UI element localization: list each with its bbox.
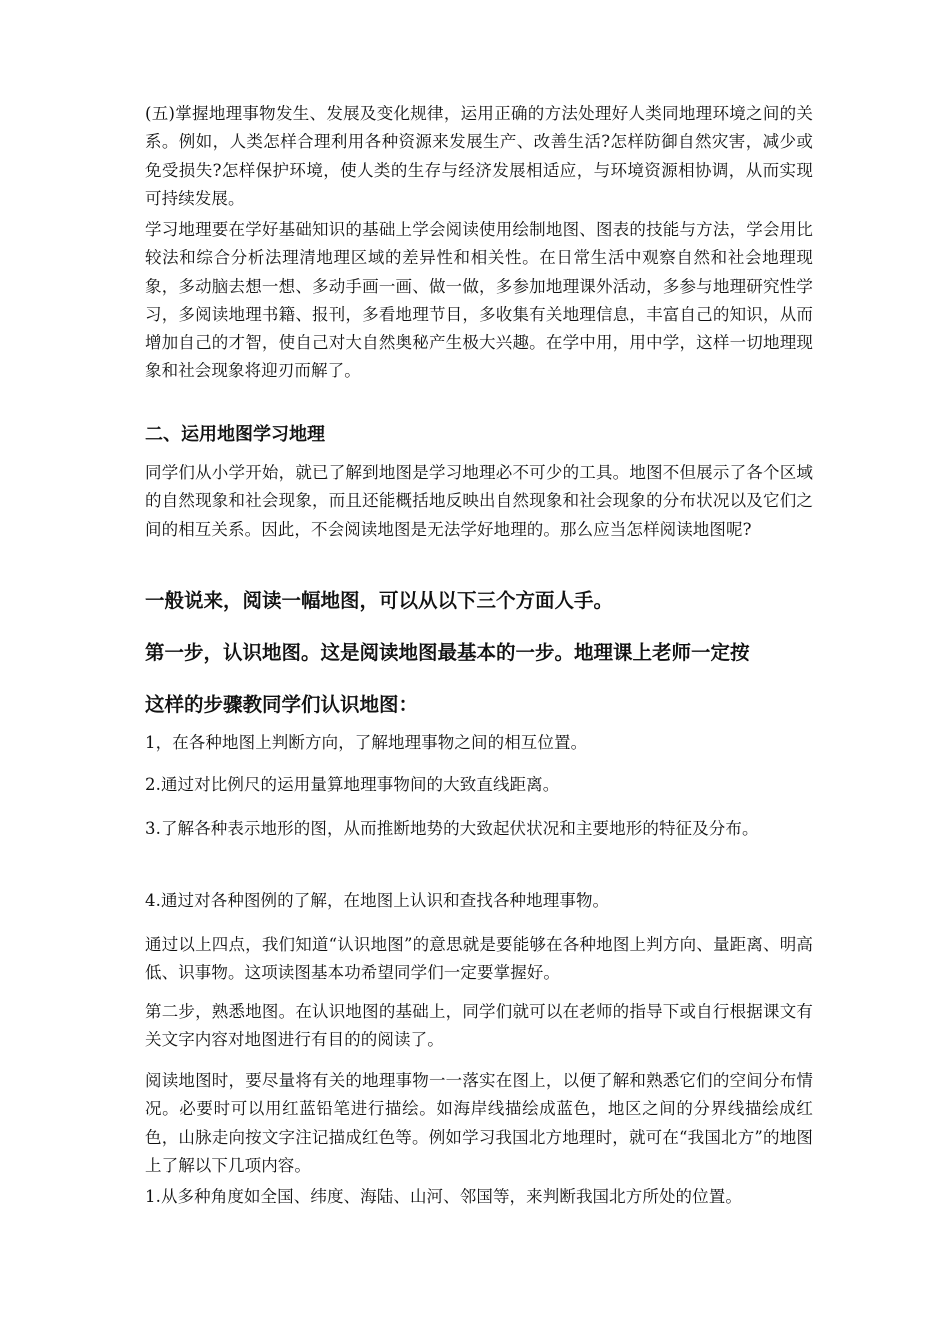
- list-item-2: 2.通过对比例尺的运用量算地理事物间的大致直线距离。: [145, 775, 560, 794]
- paragraph-step-two: 第二步，熟悉地图。在认识地图的基础上，同学们就可以在老师的指导下或自行根据课文有关文字内容对地图进行有目的的阅读了。: [145, 1002, 813, 1050]
- bold-line-step-one-cont: 这样的步骤教同学们认识地图：: [145, 693, 419, 716]
- paragraph-goal-five: (五)掌握地理事物发生、发展及变化规律，运用正确的方法处理好人类同地理环境之间的关系。例如，人类怎样合理利用各种资源来发展生产、改善生活?怎样防御自然灾害，减少或免受损失?怎样保护环境，使人类的生存与经济发展相适应，与环境资源相协调，从而实现可持续发展。: [145, 104, 813, 208]
- list-item-3: 3.了解各种表示地形的图，从而推断地势的大致起伏状况和主要地形的特征及分布。: [145, 819, 759, 838]
- section-heading-maps: 二、运用地图学习地理: [145, 424, 325, 445]
- paragraph-reading-maps: 阅读地图时，要尽量将有关的地理事物一一落实在图上，以便了解和熟悉它们的空间分布情况。必要时可以用红蓝铅笔进行描绘。如海岸线描绘成蓝色，地区之间的分界线描绘成红色，山脉走向按文字注记描成红色等。例如学习我国北方地理时，就可在“我国北方”的地图上了解以下几项内容。: [145, 1071, 813, 1175]
- bold-line-step-one: 第一步，认识地图。这是阅读地图最基本的一步。地理课上老师一定按: [145, 641, 750, 664]
- list-item-north-location: 1.从多种角度如全国、纬度、海陆、山河、邻国等，来判断我国北方所处的位置。: [145, 1187, 742, 1206]
- paragraph-maps-intro: 同学们从小学开始，就已了解到地图是学习地理必不可少的工具。地图不但展示了各个区域的自然现象和社会现象，而且还能概括地反映出自然现象和社会现象的分布状况以及它们之间的相互关系。因此，不会阅读地图是无法学好地理的。那么应当怎样阅读地图呢?: [145, 463, 813, 539]
- paragraph-summary: 通过以上四点，我们知道“认识地图”的意思就是要能够在各种地图上判方向、量距离、明高低、识事物。这项读图基本功希望同学们一定要掌握好。: [145, 935, 813, 983]
- list-item-1: 1，在各种地图上判断方向，了解地理事物之间的相互位置。: [145, 733, 588, 752]
- list-item-4: 4.通过对各种图例的了解，在地图上认识和查找各种地理事物。: [145, 891, 610, 910]
- paragraph-study-methods: 学习地理要在学好基础知识的基础上学会阅读使用绘制地图、图表的技能与方法，学会用比较法和综合分析法理清地理区域的差异性和相关性。在日常生活中观察自然和社会地理现象，多动脑去想一想、多动手画一画、做一做，多参加地理课外活动，多参与地理研究性学习，多阅读地理书籍、报刊，多看地理节目，多收集有关地理信息，丰富自己的知识，从而增加自己的才智，使自己对大自然奥秘产生极大兴趣。在学中用，用中学，这样一切地理现象和社会现象将迎刃而解了。: [145, 220, 813, 381]
- bold-line-three-aspects: 一般说来，阅读一幅地图，可以从以下三个方面人手。: [145, 589, 614, 612]
